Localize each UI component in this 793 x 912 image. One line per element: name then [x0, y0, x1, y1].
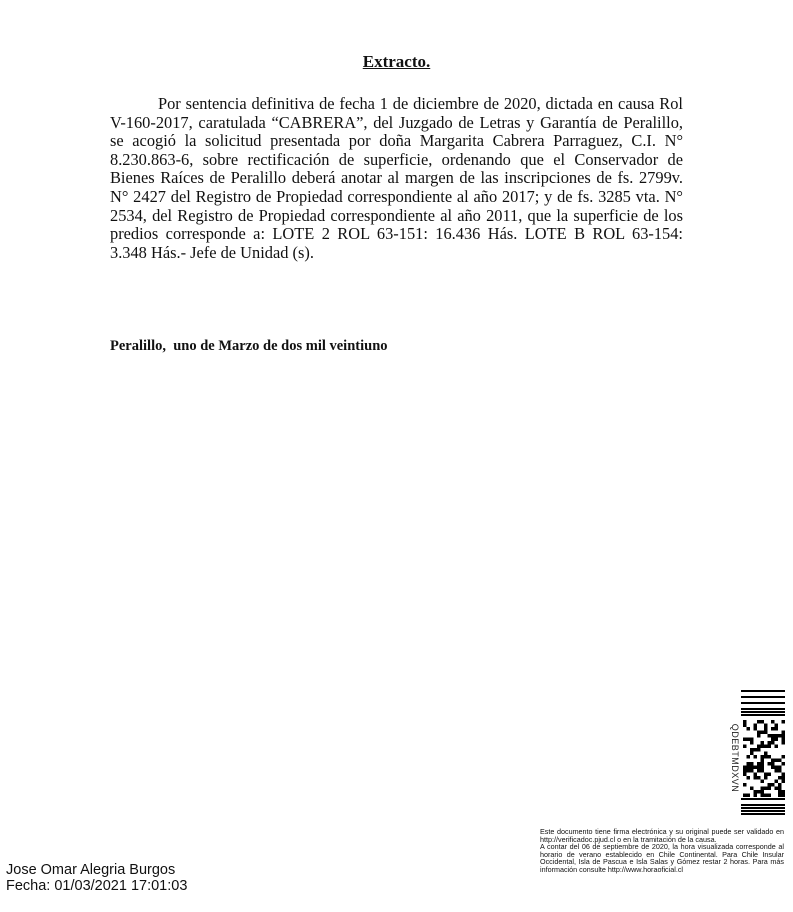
- signature-block: [6, 862, 187, 894]
- document-title: Extracto.: [362, 52, 431, 71]
- signer-name: Jose Omar Alegria Burgos: [6, 862, 176, 878]
- verification-notice: [540, 828, 784, 874]
- extract-body: Por sentencia definitiva de fecha 1 de diciembre de 2020, dictada en causa Rol V-160-2017, caratulada “CABRERA”, del Juzgado de Letras y Garantía de Peralillo, se acogió la solicitud presentada por doña Margarita Cabrera Parraguez, C.I. N° 8.230.863-6, sobre rectificación de superficie, ordenando que el Conservador de Bienes Raíces de Peralillo deberá anotar al margen de las inscripciones de fs. 2799v. N° 2427 del Registro de Propiedad correspondiente al año 2017; y de fs. 3285 vta. N° 2534, del Registro de Propiedad correspondiente al año 2011, que la superficie de los predios corresponde a: LOTE 2 ROL 63-151: 16.436 Hás. LOTE B ROL 63-154: 3.348 Hás.- Jefe de Unidad (s).: [110, 94, 683, 262]
- qr-code-icon: [727, 690, 785, 825]
- verification-code-label: QDEBTMDXVN: [730, 723, 740, 793]
- place-and-date: Peralillo, uno de Marzo de dos mil veintiuno: [110, 338, 388, 354]
- notice-signature-validation: Este documento tiene firma electrónica y su original puede ser validado en http://verificadoc.pjud.cl o en la tramitación de la causa.: [540, 827, 784, 844]
- notice-time-zone: A contar del 06 de septiembre de 2020, la hora visualizada corresponde al horario de verano establecido en Chile Continental. Para Chile Insular Occidental, Isla de Pascua e Isla Salas y Gómez restar 2 horas. Para más información consulte http://www.horaoficial.cl: [540, 842, 784, 874]
- signature-date: Fecha: 01/03/2021 17:01:03: [6, 878, 188, 894]
